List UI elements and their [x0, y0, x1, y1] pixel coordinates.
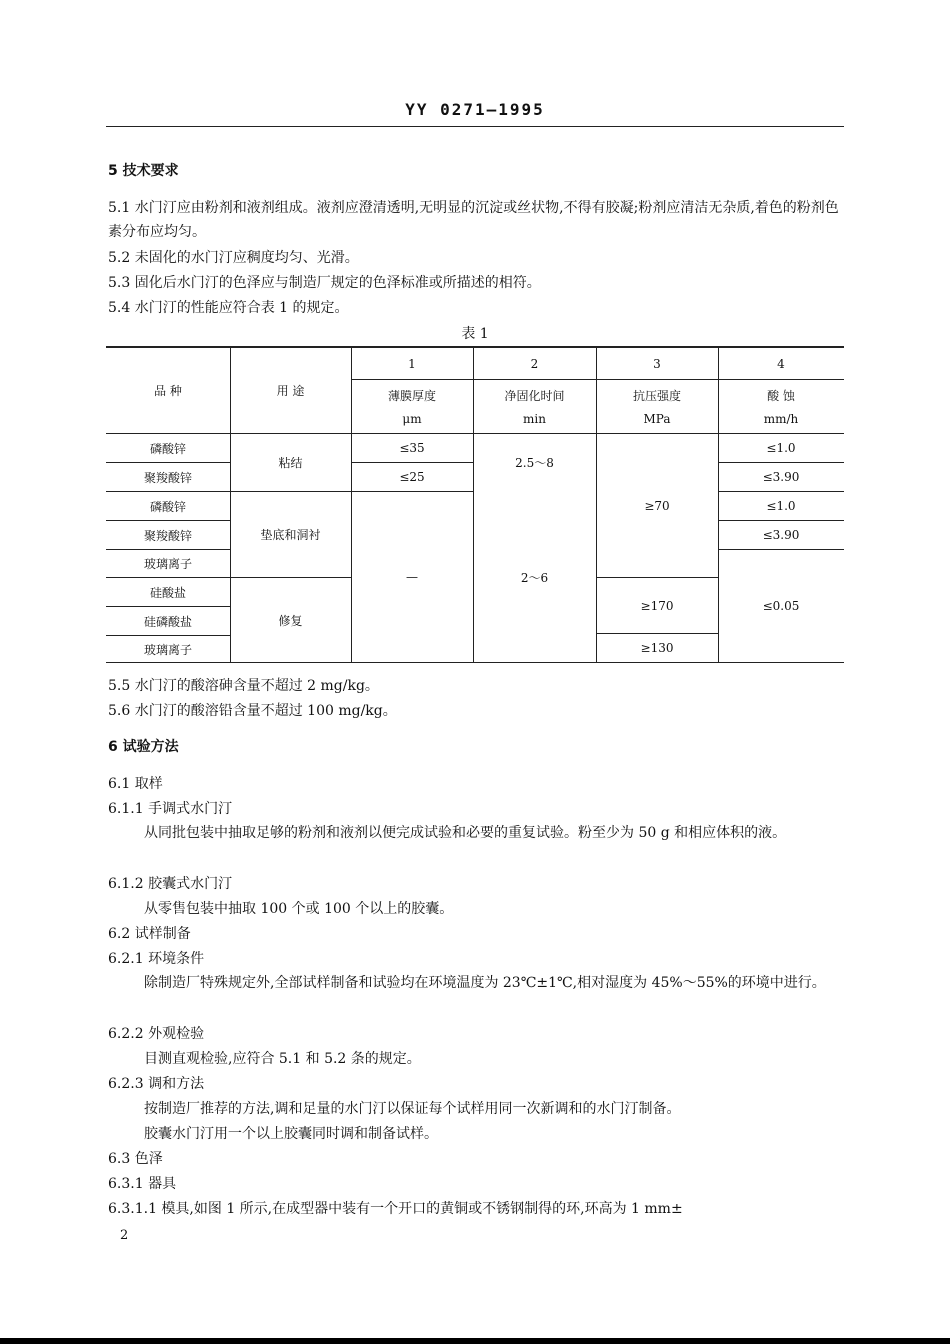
heading-6-2-1: 6.2.1 环境条件	[108, 951, 205, 967]
erosion-cell: ≤3.90	[762, 470, 800, 484]
thickness-cell: ≤35	[399, 441, 425, 455]
heading-6-3-1: 6.3.1 器具	[108, 1176, 177, 1192]
para-6-3-1-1: 6.3.1.1 模具,如图 1 所示,在成型器中装有一个开口的黄铜或不锈钢制得的环,环高为 1 mm±	[108, 1201, 683, 1217]
table-caption: 表 1	[461, 326, 489, 342]
header-col-unit: min	[523, 412, 546, 426]
para-5-6: 5.6 水门汀的酸溶铅含量不超过 100 mg/kg。	[108, 703, 397, 719]
heading-6-1-2: 6.1.2 胶囊式水门汀	[108, 876, 233, 892]
erosion-cell: ≤1.0	[766, 441, 796, 455]
header-col-unit: MPa	[643, 412, 671, 426]
header-col-name: 抗压强度	[632, 388, 681, 403]
header-rule	[106, 126, 844, 127]
variety-cell: 硅酸盐	[149, 585, 186, 600]
para-5-1: 5.1 水门汀应由粉剂和液剂组成。液剂应澄清透明,无明显的沉淀或丝状物,不得有胶凝;粉剂应清洁无杂质,着色的粉剂色素分布应均匀。	[108, 200, 839, 240]
erosion-cell: ≤1.0	[766, 499, 796, 513]
header-use: 用 途	[276, 384, 305, 398]
standard-number: YY 0271—1995	[405, 100, 545, 119]
para-6-2-1: 除制造厂特殊规定外,全部试样制备和试验均在环境温度为 23℃±1℃,相对湿度为 45%～55%的环境中进行。	[144, 975, 826, 991]
heading-6-1: 6.1 取样	[108, 776, 163, 792]
section-5-title: 5 技术要求	[108, 163, 179, 179]
header-variety: 品 种	[154, 384, 182, 398]
thickness-cell: ≤25	[399, 470, 425, 484]
set-time-cell: 2.5～8	[515, 456, 554, 470]
header-col-name: 酸 蚀	[767, 388, 795, 403]
header-col-unit: mm/h	[763, 412, 799, 426]
strength-cell: ≥130	[640, 641, 674, 655]
heading-6-2-2: 6.2.2 外观检验	[108, 1026, 205, 1042]
header-col-num: 2	[530, 356, 539, 371]
heading-6-2: 6.2 试样制备	[108, 926, 191, 942]
header-col-num: 3	[653, 356, 661, 371]
variety-cell: 硅磷酸盐	[143, 614, 192, 629]
strength-cell: ≥70	[644, 498, 670, 513]
para-6-1-1: 从同批包装中抽取足够的粉剂和液剂以便完成试验和必要的重复试验。粉至少为 50 g 和相应体积的液。	[144, 825, 787, 841]
heading-6-1-1: 6.1.1 手调式水门汀	[108, 801, 233, 817]
header-col-name: 薄膜厚度	[387, 388, 436, 403]
variety-cell: 磷酸锌	[149, 441, 186, 456]
section-6-title: 6 试验方法	[108, 739, 179, 755]
header-col-unit: μm	[402, 412, 422, 426]
para-5-4: 5.4 水门汀的性能应符合表 1 的规定。	[108, 300, 349, 316]
para-6-2-3-b: 胶囊水门汀用一个以上胶囊同时调和制备试样。	[144, 1126, 438, 1142]
use-cell: 垫底和洞衬	[260, 528, 321, 542]
use-cell: 粘结	[278, 456, 303, 470]
header-col-num: 4	[777, 356, 785, 371]
para-6-2-2: 目测直观检验,应符合 5.1 和 5.2 条的规定。	[144, 1051, 421, 1067]
variety-cell: 聚羧酸锌	[143, 470, 192, 485]
page-number: 2	[120, 1228, 129, 1243]
strength-cell: ≥170	[640, 598, 674, 613]
para-5-5: 5.5 水门汀的酸溶砷含量不超过 2 mg/kg。	[108, 678, 379, 694]
variety-cell: 玻璃离子	[143, 642, 192, 657]
scan-edge	[0, 1338, 950, 1344]
heading-6-3: 6.3 色泽	[108, 1151, 163, 1167]
set-time-cell: 2～6	[520, 570, 549, 585]
heading-6-2-3: 6.2.3 调和方法	[108, 1076, 205, 1092]
use-cell: 修复	[278, 613, 303, 628]
variety-cell: 聚羧酸锌	[143, 528, 192, 543]
para-5-3: 5.3 固化后水门汀的色泽应与制造厂规定的色泽标准或所描述的相符。	[108, 275, 541, 291]
erosion-cell: ≤0.05	[762, 599, 800, 613]
performance-table	[106, 346, 844, 663]
header-col-num: 1	[408, 356, 416, 371]
variety-cell: 磷酸锌	[149, 499, 186, 514]
para-6-1-2: 从零售包装中抽取 100 个或 100 个以上的胶囊。	[144, 901, 454, 917]
erosion-cell: ≤3.90	[762, 528, 800, 542]
para-5-2: 5.2 未固化的水门汀应稠度均匀、光滑。	[108, 250, 359, 266]
thickness-cell: —	[406, 570, 418, 584]
header-col-name: 净固化时间	[504, 388, 565, 403]
variety-cell: 玻璃离子	[143, 557, 192, 571]
para-6-2-3-a: 按制造厂推荐的方法,调和足量的水门汀以保证每个试样用同一次新调和的水门汀制备。	[144, 1101, 681, 1117]
